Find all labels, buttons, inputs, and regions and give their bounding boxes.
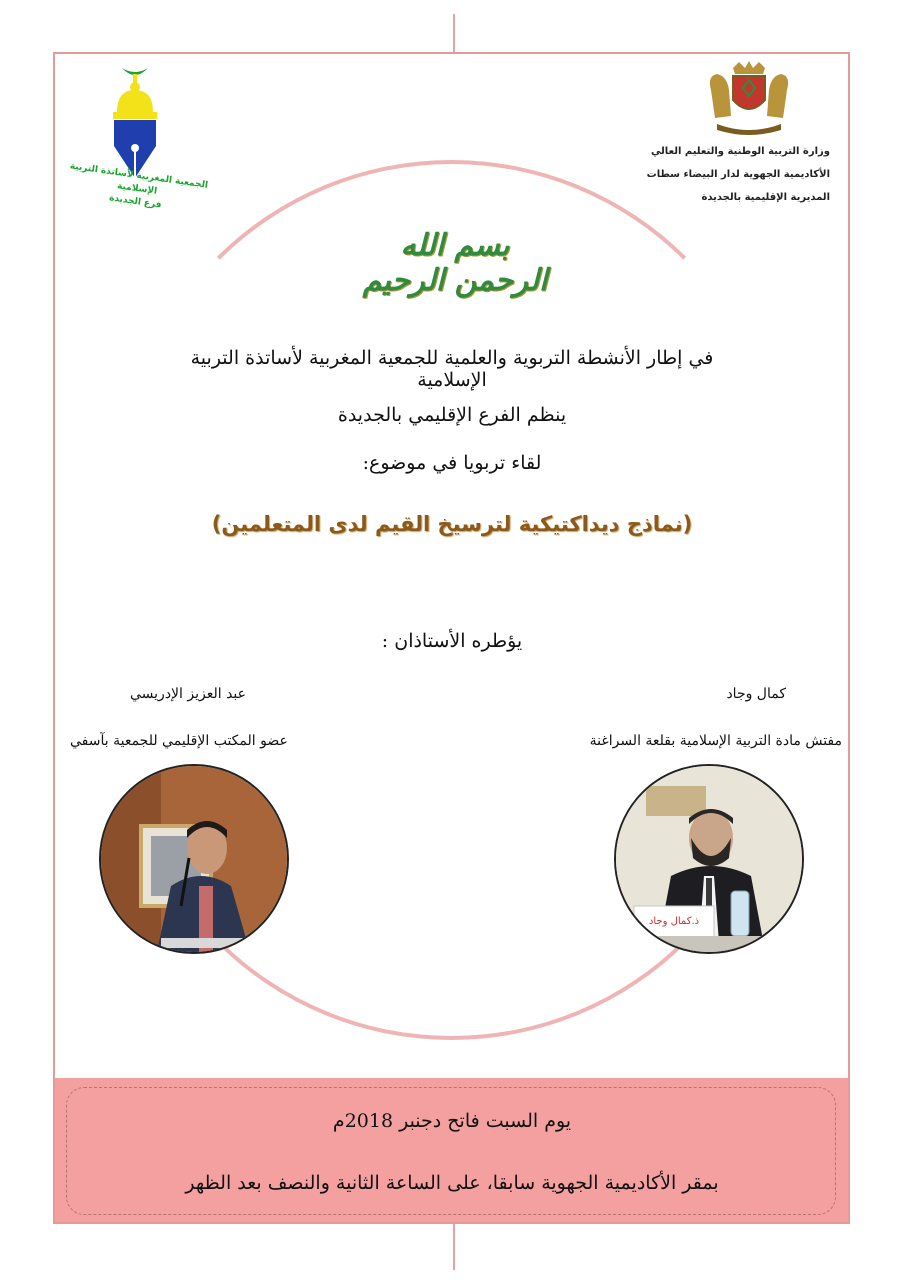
intro-line-1: في إطار الأنشطة التربوية والعلمية للجمعية المغربية لأساتذة التربية الإسلامية	[190, 347, 714, 391]
speaker-1-name: كمال وجاد	[726, 686, 786, 702]
facilitators-heading: يؤطره الأستاذان :	[381, 630, 523, 652]
intro-line-2: ينظم الفرع الإقليمي بالجديدة	[337, 404, 567, 426]
nameplate-text: ذ.كمال وجاد	[648, 916, 700, 927]
speaker-1-photo	[614, 764, 804, 954]
lecture-title: (نماذج ديداكتيكية لترسيخ القيم لدى المتعلمين)	[211, 512, 693, 536]
coat-of-arms-logo	[703, 60, 795, 138]
top-connector-line	[453, 14, 455, 52]
event-box	[66, 1087, 836, 1215]
association-name: الجمعية المغربية لأساتذة التربية الإسلامية فرع الجديدة	[69, 161, 209, 211]
speaker-1-role: مفتش مادة التربية الإسلامية بقلعة السراغنة	[589, 733, 842, 749]
basmala-calligraphy: بسم الله الرحمن الرحيم	[362, 228, 548, 298]
speaker-2-name: عبد العزيز الإدريسي	[130, 686, 247, 702]
speaker-2-photo	[99, 764, 289, 954]
bottom-connector-line	[453, 1224, 455, 1270]
speaker-2-role: عضو المكتب الإقليمي للجمعية بآسفي	[70, 733, 288, 749]
intro-line-3: لقاء تربويا في موضوع:	[362, 452, 542, 474]
event-location-time: بمقر الأكاديمية الجهوية سابقا، على الساعة الثانية والنصف بعد الظهر	[185, 1172, 719, 1194]
ministry-header: وزارة التربية الوطنية والتعليم العالي الأكاديمية الجهوية لدار البيضاء سطات المديرية الإقليمية بالجديدة	[646, 146, 830, 203]
event-date: يوم السبت فاتح دجنبر 2018م	[332, 1110, 572, 1132]
